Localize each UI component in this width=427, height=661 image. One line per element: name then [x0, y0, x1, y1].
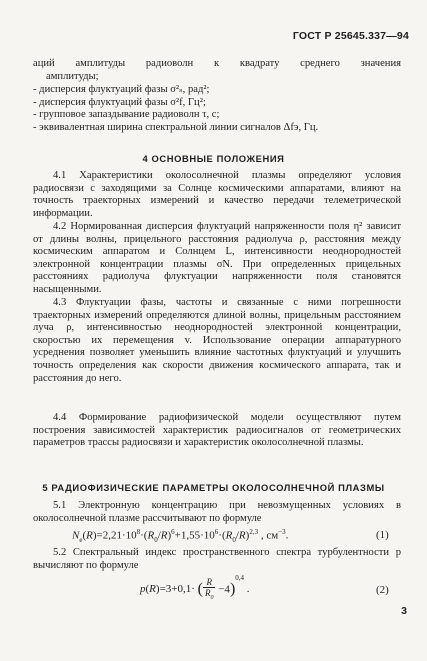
- definition-list: [33, 84, 401, 134]
- list-cont-line1: аций амплитуды радиоволн к квадрату среднего значения: [33, 58, 401, 69]
- section-5-title: 5 РАДИОФИЗИЧЕСКИЕ ПАРАМЕТРЫ ОКОЛОСОЛНЕЧНОЙ ПЛАЗМЫ: [42, 482, 385, 493]
- paragraph-4-2: 4.2 Нормированная дисперсия флуктуаций напряженности поля η² зависит от длины волны, прицельного расстояния радиолуча ρ, расстояния между космическим аппаратом и Солнцем L, интенсивности неоднородностей электронной концентрации плазмы σN. При определенных прицельных расстояниях радиолуча флуктуации напряженности поля становятся насыщенными.: [33, 221, 401, 295]
- paragraph-4-3: 4.3 Флуктуации фазы, частоты и связанные с ними погрешности траекторных измерений определяются длиной волны, прицельным расстоянием луча ρ, интенсивностью неоднородностей электронной концентрации, скоростью их перемещения v. Использование операции аппаратурного усреднения позволяет уменьшить влияние частотных флуктуаций и улучшить точность определения как скорости движения космического аппарата, так и расстояния до него.: [33, 297, 401, 384]
- formula-2: p(R)=3+0,1· ( $\frac{R}{R_0}$ −4)$^{0,4}$ .: [140, 574, 250, 601]
- list-cont-line2: амплитуды;: [46, 70, 99, 82]
- list-item: - эквивалентная ширина спектральной линии сигналов Δfэ, Гц.: [33, 121, 319, 133]
- formula-1: $N_e(R)=2,21\cdot 10^8\cdot(R_0/R)^6+1,55\cdot 10^6\cdot(R_0/R)^{2,3}$ , $см^{-3}$.: [72, 528, 289, 544]
- page-number: 3: [401, 605, 407, 617]
- document-header: ГОСТ Р 25645.337—94: [292, 30, 409, 42]
- list-item: - дисперсия флуктуаций фазы σ²f, Гц²;: [33, 96, 206, 108]
- paragraph-4-4: 4.4 Формирование радиофизической модели осуществляют путем построения зависимостей характеристик радиосигналов от геометрических параметров трассы радиосвязи и характеристик околосолнечной плазмы.: [33, 412, 401, 449]
- list-item: - групповое запаздывание радиоволн τ, с;: [33, 109, 220, 121]
- paragraph-5-1: 5.1 Электронную концентрацию при невозмущенных условиях в околосолнечной плазме рассчитывают по формуле: [33, 500, 401, 524]
- list-item: - дисперсия флуктуаций фазы σ²ₛ, рад²;: [33, 84, 210, 95]
- paragraph-4-1: 4.1 Характеристики околосолнечной плазмы определяют условия радиосвязи с заходящими за Солнце космическими аппаратами, влияют на точность траекторных измерений и качество передачи телеметрической информации.: [33, 170, 401, 219]
- list-continuation: [33, 58, 401, 83]
- formula-1-number: (1): [376, 529, 389, 541]
- paragraph-5-2: 5.2 Спектральный индекс пространственного спектра турбулентности p вычисляют по формуле: [33, 547, 401, 571]
- formula-2-number: (2): [376, 584, 389, 596]
- section-4-title: 4 ОСНОВНЫЕ ПОЛОЖЕНИЯ: [142, 153, 285, 164]
